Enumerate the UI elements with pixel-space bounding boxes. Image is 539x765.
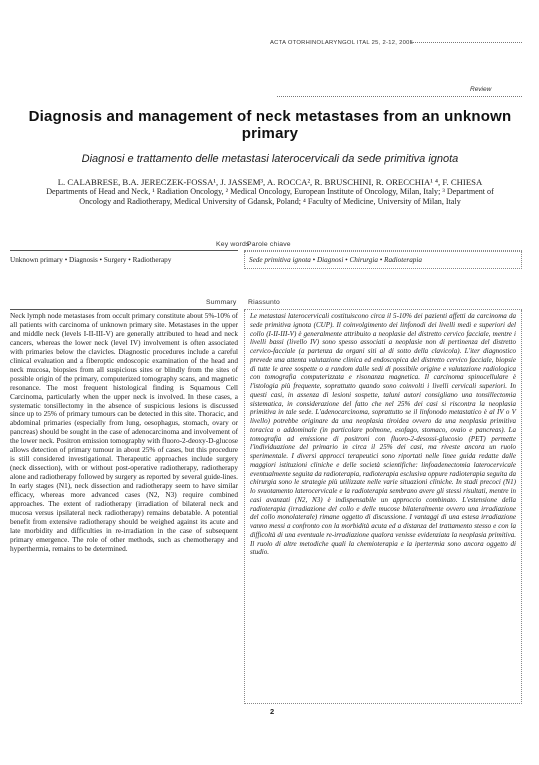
keywords-english: Unknown primary • Diagnosis • Surgery • Radiotherapy (10, 256, 172, 264)
page-number: 2 (270, 707, 275, 716)
section-rule (277, 96, 522, 97)
summary-rule (10, 309, 238, 310)
affiliations: Departments of Head and Neck, ¹ Radiation Oncology, ² Medical Oncology, European Institute of Oncology, Milan, Italy; ³ Department of Oncology and Radiotherapy, Medical University of Gdansk, Poland; ⁴ Faculty of Medicine, University of Milan, Italy (46, 187, 494, 206)
keywords-italian: Sede primitiva ignota • Diagnosi • Chirurgia • Radioterapia (244, 251, 522, 269)
header-rule (410, 42, 522, 43)
article-subtitle: Diagnosi e trattamento delle metastasi laterocervicali da sede primitiva ignota (81, 153, 459, 165)
section-label: Review (470, 86, 492, 93)
riassunto-heading: Riassunto (248, 299, 281, 306)
summary-heading: Summary (206, 299, 237, 306)
author-list: L. CALABRESE, B.A. JERECZEK-FOSSA¹, J. JASSEM³, A. ROCCA², R. BRUSCHINI, R. ORECCHIA¹ ⁴, F. CHIESA (57, 177, 483, 187)
summary-text: Neck lymph node metastases from occult primary constitute about 5%-10% of all patients with carcinoma of unknown primary site. Metastases in the upper and middle neck (levels I-II-III-V) are generally attributed to head and neck cancers, whereas the lower neck (level IV) involvement is often associated with primaries below the clavicles. Diagnostic procedures include a careful clinical evaluation and a fiberoptic endoscopic examination of the head and neck mucosa, biopsies from all suspicious sites or blindly from the sites of possible origin of the primary, computerized tomography scans, and magnetic resonance. The most frequent histological finding is Squamous Cell Carcinoma, particularly when the upper neck is involved. In these cases, a systematic tonsillectomy in the absence of suspicious lesions is discussed since up to 25% of primary tumours can be detected in this site. Thoracic, and abdominal primaries (especially from lung, oesophagus, stomach, ovary or pancreas) should be sought in the case of adenocarcinoma and involvement of the lower neck. Positron emission tomography with fluoro-2-deoxy-D-glucose allows detection of primary tumour in about 25% of cases, but this procedure is still considered investigational. Therapeutic approaches include surgery (neck dissection), with or without post-operative radiotherapy, radiotherapy alone and radiotherapy followed by surgery as reported by several guide-lines. In early stages (N1), neck dissection and radiotherapy seem to have similar efficacy, whereas more advanced cases (N2, N3) require combined approaches. The extent of radiotherapy (irradiation of bilateral neck and mucosa versus ipsilateral neck radiotherapy) remains debatable. A potential benefit from extensive radiotherapy should be weighed against its acute and late morbidity and difficulties in re-irradiation in the case of subsequent primary emergence. The role of other methods, such as chemotherapy and hyperthermia, remains to be determined. (10, 312, 238, 553)
keywords-heading: Key words (216, 241, 250, 248)
article-title: Diagnosis and management of neck metastases from an unknown primary (28, 108, 512, 142)
keywords-rule-left (10, 250, 238, 251)
journal-header: ACTA OTORHINOLARYNGOL ITAL 25, 2-12, 2005 (270, 40, 414, 46)
parole-chiave-heading: Parole chiave (247, 241, 291, 248)
riassunto-text: Le metastasi laterocervicali costituiscono circa il 5-10% dei pazienti affetti da carcinoma da sede primitiva ignota (CUP). Il coinvolgimento dei linfonodi dei livelli medi e superiori del collo (I-II-III-V) è generalmente attribuito a neoplasie del distretto cervico facciale, mentre i livelli bassi (livello IV) sono spesso associati a neoplasie non di pertinenza del distretto cervico-facciale (a partenza da organi siti al di sotto della clavicola). L'iter diagnostico prevede una attenta valutazione clinica ed endoscopica del distretto cervico facciale, biopsie di tutte le aree sospette o a random dalle sedi di possibile origine e valutazione radiologica con tomografia computerizzata e risonanza magnetica. Il carcinoma spinocellulare è l'istologia più frequente, soprattutto quando sono coinvolti i livelli cervicali superiori. In questi casi, in assenza di lesioni sospette, taluni autori consigliano una tonsillectomia sistematica, in considerazione del fatto che nel 25% dei casi si riscontra la neoplasia primitiva in tale sede. L'adenocarcinoma, soprattutto se il linfonodo metastatico è al IV o V livello) potrebbe originare da una neoplasia tiroidea ovvero da una neoplasia primitiva toracica o addominale (in particolare polmone, esofago, stomaco, ovaio e pancreas). La tomografia ad emissione di positroni con fluoro-2-desossi-glucosio (PET) permette l'individuazione del primario in circa il 25% dei casi, ma riveste ancora un ruolo sperimentale. I diversi approcci terapeutici sono riportati nelle linee guida redatte dalle maggiori istituzioni cliniche e delle società scientifiche: linfoadenectomia laterocervicale eventualmente seguita da radioterapia, radioterapia esclusiva oppure radioterapia seguita da chirurgia sono le strategie più utilizzate nelle varie situazioni cliniche. In stadi precoci (N1) lo svuotamento laterocervicale e la radioterapia sembrano avere gli stessi risultati, mentre in casi avanzati (N2, N3) è indispensabile un approccio combinato. L'estensione della radioterapia (irradiazione del collo e delle mucose bilateralmente ovvero una irradiazione del collo monolaterale) rimane oggetto di discussione. I vantaggi di una estesa irradiazione vanno messi a confronto con la morbidità acuta ed a distanza del trattamento stesso e con la difficoltà di una eventuale re-irradiazione qualora venisse evidenziata la neoplasia primitiva. Il ruolo di altre metodiche quali la chemioterapia e la ipertermia sono ancora oggetto di studio. (244, 310, 522, 704)
